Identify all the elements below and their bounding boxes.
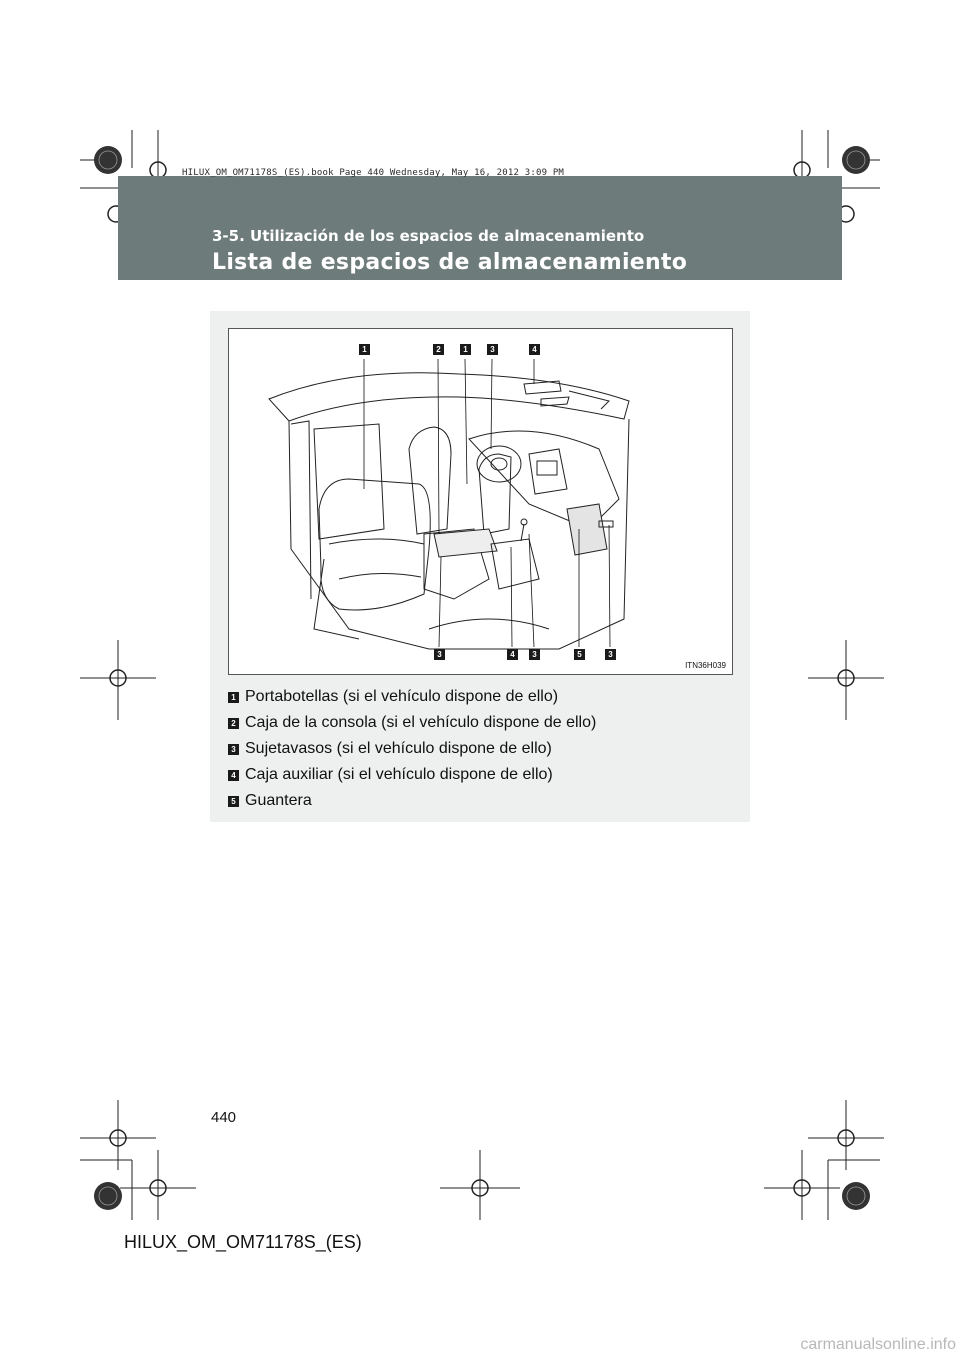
list-item [228, 762, 596, 788]
list-item [228, 736, 596, 762]
list-item [228, 684, 596, 710]
figure-code: ITN36H039 [685, 661, 726, 670]
legend-text: Guantera [245, 792, 312, 809]
callout-bottom-3: 3 [529, 649, 540, 660]
callout-bottom-2: 4 [507, 649, 518, 660]
legend-text: Caja de la consola (si el vehículo dispone de ello) [245, 714, 597, 731]
callout-top-5: 4 [529, 344, 540, 355]
list-item [228, 710, 596, 736]
callout-top-2: 2 [433, 344, 444, 355]
callout-top-1: 1 [359, 344, 370, 355]
callout-bottom-5: 3 [605, 649, 616, 660]
section-label: 3-5. Utilización de los espacios de almacenamiento [212, 227, 645, 245]
callout-top-3: 1 [460, 344, 471, 355]
legend-list [228, 684, 596, 814]
legend-number: 3 [228, 744, 239, 755]
watermark: carmanualsonline.info [800, 1336, 956, 1353]
list-item [228, 788, 596, 814]
document-code: HILUX_OM_OM71178S_(ES) [124, 1232, 362, 1252]
vehicle-interior-illustration [228, 328, 733, 675]
legend-text: Caja auxiliar (si el vehículo dispone de ello) [245, 766, 553, 783]
callout-top-4: 3 [487, 344, 498, 355]
legend-number: 2 [228, 718, 239, 729]
legend-number: 5 [228, 796, 239, 807]
page-title: Lista de espacios de almacenamiento [212, 250, 688, 275]
page-number: 440 [211, 1109, 237, 1126]
callout-bottom-1: 3 [434, 649, 445, 660]
book-stamp: HILUX_OM_OM71178S_(ES).book Page 440 Wednesday, May 16, 2012 3:09 PM [182, 168, 565, 178]
legend-number: 4 [228, 770, 239, 781]
interior-drawing [229, 329, 734, 676]
legend-number: 1 [228, 692, 239, 703]
legend-text: Sujetavasos (si el vehículo dispone de ello) [245, 740, 552, 757]
callout-bottom-4: 5 [574, 649, 585, 660]
legend-text: Portabotellas (si el vehículo dispone de ello) [245, 688, 559, 705]
